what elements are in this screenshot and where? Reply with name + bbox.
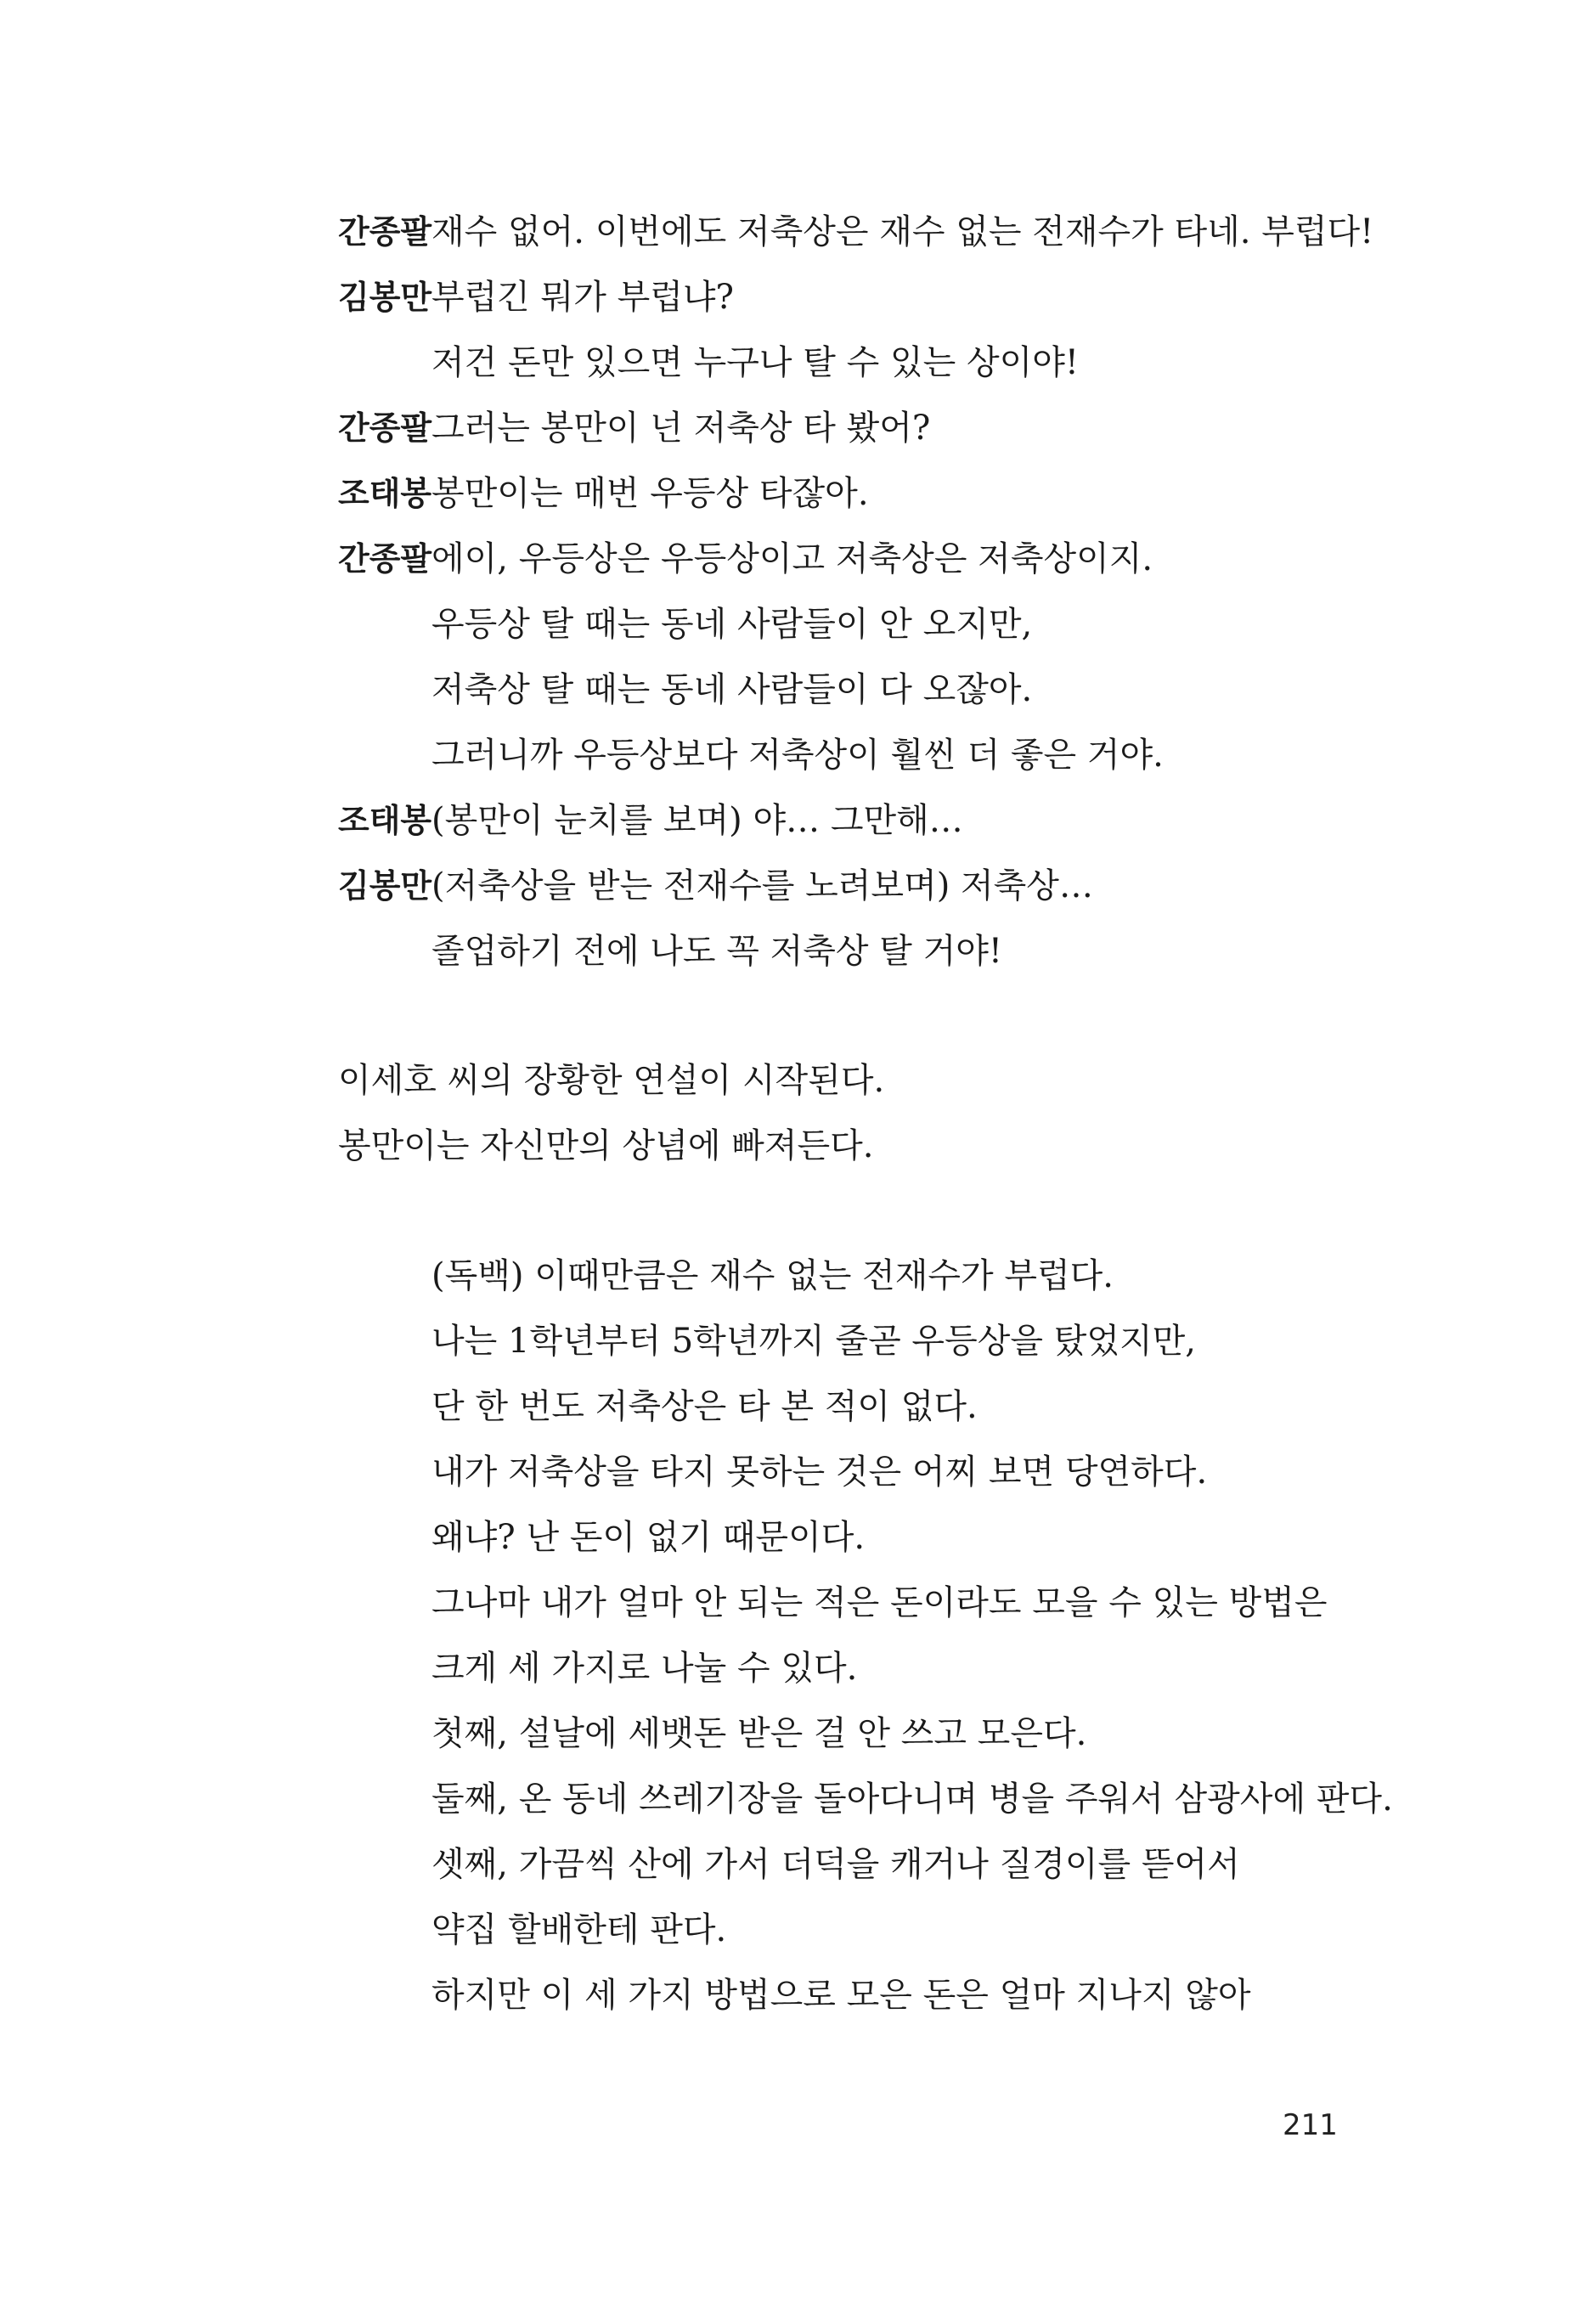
dialogue-text: (봉만이 눈치를 보며) 야… 그만해… [431,801,963,840]
speaker-name: 간종팔 [338,213,432,251]
dialogue-line [338,538,1153,580]
monologue-line: 하지만 이 세 가지 방법으로 모은 돈은 얼마 지나지 않아 [431,1976,1251,2015]
dialogue-text: 저축상 탈 때는 동네 사람들이 다 오잖아. [431,670,1033,709]
dialogue-text: 그러니까 우등상보다 저축상이 훨씬 더 좋은 거야. [431,736,1164,775]
monologue-line: 단 한 번도 저축상은 타 본 적이 없다. [431,1387,978,1426]
dialogue-line [338,276,734,319]
monologue-line: 둘째, 온 동네 쓰레기장을 돌아다니며 병을 주워서 삼광사에 판다. [431,1780,1393,1819]
dialogue-line [338,734,1164,776]
dialogue-line [338,472,869,515]
dialogue-line [338,930,1002,973]
dialogue-text: 봉만이는 매번 우등상 타잖아. [431,474,869,513]
speaker-name: 김봉만 [338,867,432,905]
monologue-line: 크게 세 가지로 나눌 수 있다. [431,1649,858,1688]
monologue-line: 왜냐? 난 돈이 없기 때문이다. [431,1518,866,1557]
narration-line: 봉만이는 자신만의 상념에 빠져든다. [338,1126,874,1165]
dialogue-line [338,407,930,449]
monologue-line: 내가 저축상을 타지 못하는 것은 어찌 보면 당연하다. [431,1452,1208,1492]
speaker-name: 김봉만 [338,279,432,316]
monologue-line: 약집 할배한테 판다. [431,1910,727,1949]
dialogue-line [338,865,1093,907]
narration-line: 이세호 씨의 장황한 연설이 시작된다. [338,1061,885,1100]
dialogue-text: 그러는 봉만이 넌 저축상 타 봤어? [431,409,931,448]
dialogue-text: 에이, 우등상은 우등상이고 저축상은 저축상이지. [431,539,1153,578]
monologue-line: 첫째, 설날에 세뱃돈 받은 걸 안 쓰고 모은다. [431,1714,1087,1753]
monologue-line: (독백) 이때만큼은 재수 없는 전재수가 부럽다. [431,1256,1114,1295]
dialogue-line [338,341,1079,384]
dialogue-line [338,668,1032,711]
speaker-name: 간종팔 [338,409,432,447]
speaker-name: 조태봉 [338,802,432,839]
dialogue-text: 저건 돈만 있으면 누구나 탈 수 있는 상이야! [431,343,1079,382]
dialogue-text: 재수 없어. 이번에도 저축상은 재수 없는 전재수가 타네. 부럽다! [431,212,1374,251]
dialogue-line [338,799,963,842]
dialogue-text: 우등상 탈 때는 동네 사람들이 안 오지만, [431,605,1033,644]
speaker-name: 간종팔 [338,540,432,578]
dialogue-text: (저축상을 받는 전재수를 노려보며) 저축상… [431,866,1093,905]
page-number: 211 [1283,2108,1338,2142]
dialogue-line [338,603,1032,646]
dialogue-text: 부럽긴 뭐가 부럽냐? [431,278,734,317]
monologue-line: 그나마 내가 얼마 안 되는 적은 돈이라도 모을 수 있는 방법은 [431,1583,1328,1622]
dialogue-line [338,211,1373,253]
monologue-line: 나는 1학년부터 5학년까지 줄곧 우등상을 탔었지만, [431,1322,1196,1361]
dialogue-text: 졸업하기 전에 나도 꼭 저축상 탈 거야! [431,932,1002,971]
speaker-name: 조태봉 [338,475,432,512]
monologue-line: 셋째, 가끔씩 산에 가서 더덕을 캐거나 질경이를 뜯어서 [431,1845,1240,1884]
